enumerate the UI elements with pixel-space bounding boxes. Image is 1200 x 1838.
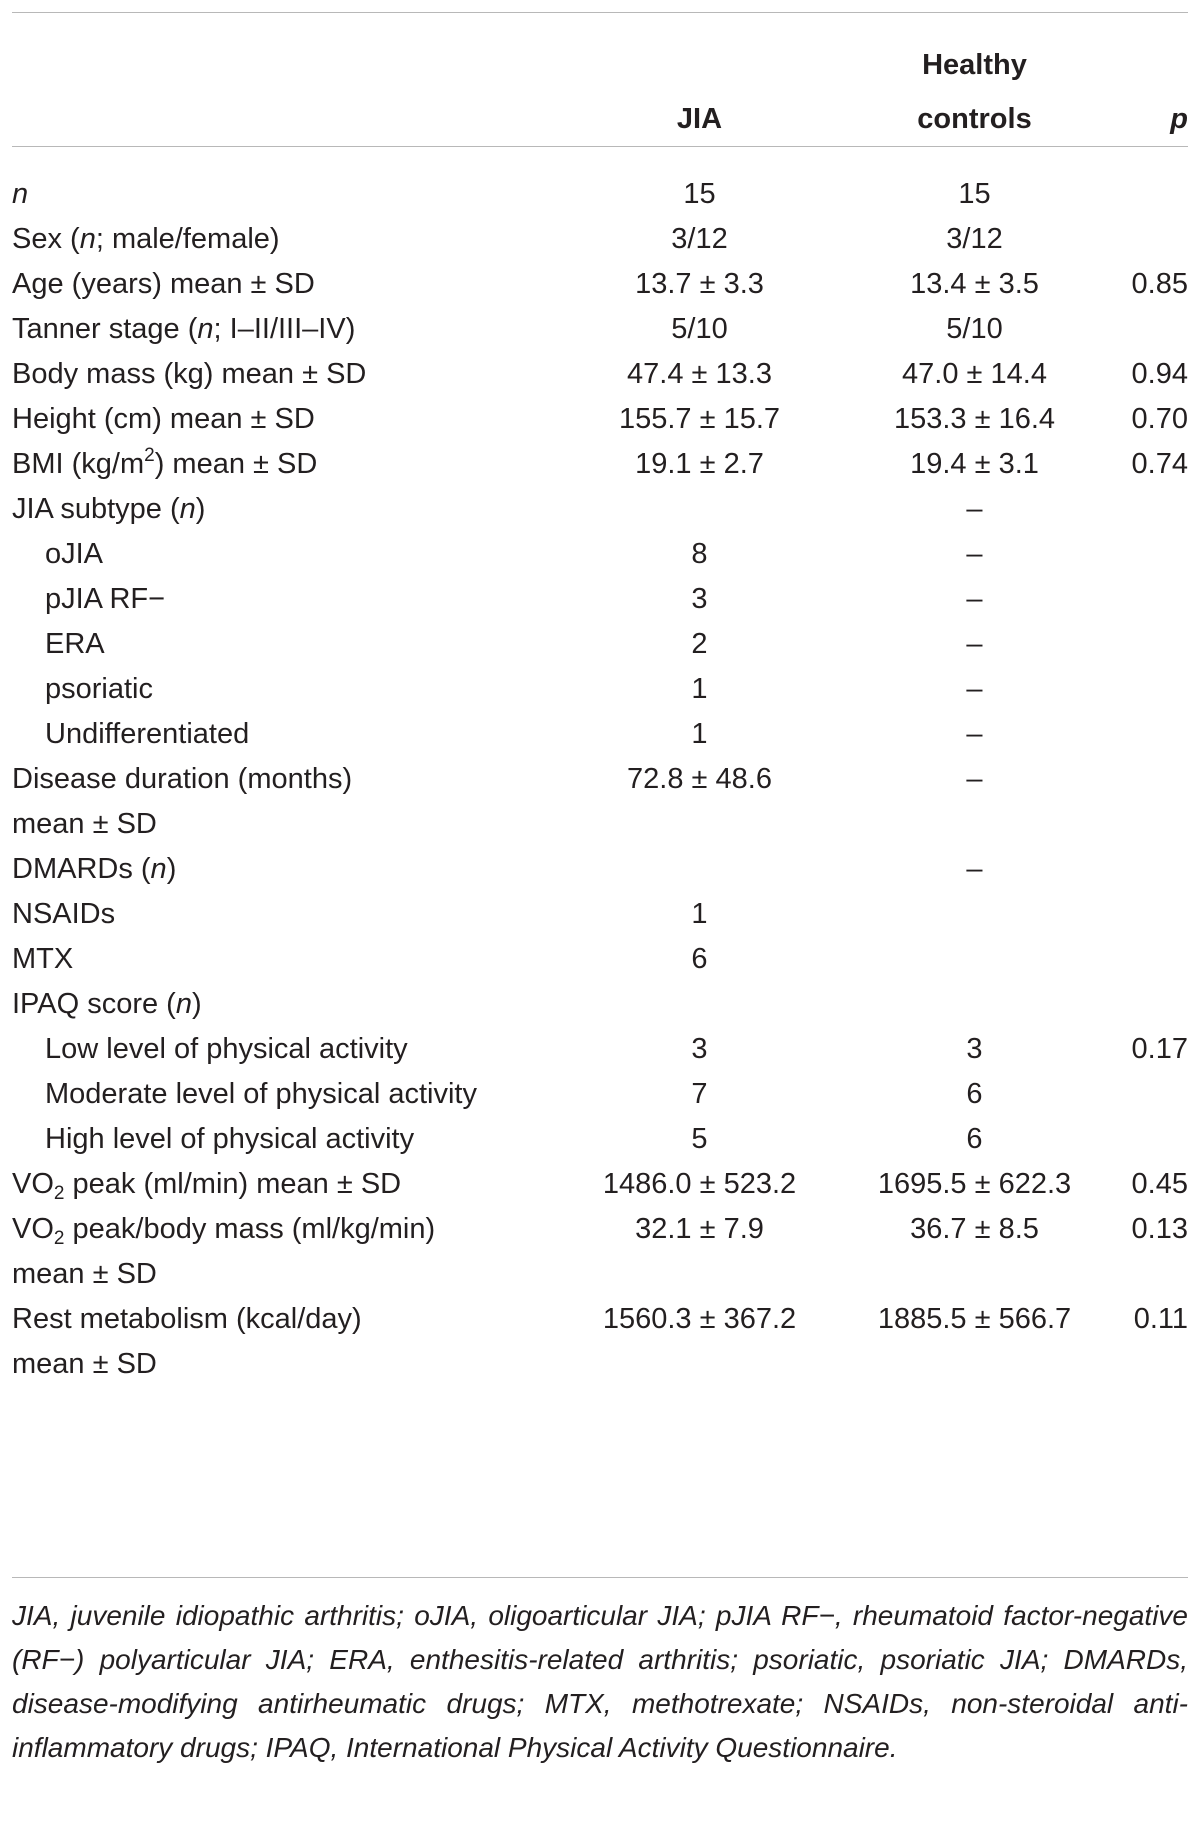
row-label-part: Moderate level of physical activity [45, 1078, 477, 1110]
characteristics-table [12, 14, 1188, 1387]
table-row [12, 397, 1188, 442]
cell-healthy-controls: – [966, 763, 983, 795]
cell-jia: 155.7 ± 15.7 [618, 403, 781, 435]
row-label-part: peak (ml/min) mean ± SD [64, 1168, 402, 1200]
table-row [12, 307, 1188, 352]
row-label [12, 847, 567, 892]
cell-p-value [1117, 712, 1188, 757]
row-label-part: Age (years) mean ± SD [12, 268, 315, 300]
cell-p-value [1117, 532, 1188, 577]
cell-jia: 5 [691, 1123, 708, 1155]
row-label-part: 2 [53, 1228, 65, 1249]
cell-jia: 3/12 [671, 223, 728, 255]
header-p: p [1170, 103, 1188, 135]
cell-jia: 47.4 ± 13.3 [627, 358, 772, 390]
row-label-part: n [12, 178, 29, 210]
cell-healthy-controls: – [966, 538, 983, 570]
cell-jia: 15 [683, 178, 716, 210]
cell-healthy-controls: 36.7 ± 8.5 [910, 1213, 1039, 1245]
cell-p-value [1117, 1117, 1188, 1162]
header-jia: JIA [676, 103, 723, 135]
row-label [12, 757, 567, 847]
cell-healthy-controls: – [966, 718, 983, 750]
cell-p-value [1117, 1072, 1188, 1117]
row-label [12, 622, 567, 667]
table-row [12, 217, 1188, 262]
cell-p-value [1117, 892, 1188, 937]
table-row [12, 1297, 1188, 1387]
cell-p-value [1117, 622, 1188, 667]
row-label [12, 1207, 567, 1297]
cell-p-value [1117, 847, 1188, 892]
row-label-part: psoriatic [45, 673, 153, 705]
cell-p-value [1117, 217, 1188, 262]
row-label-part: Disease duration (months) [12, 763, 353, 795]
row-label-part: High level of physical activity [45, 1123, 415, 1155]
cell-jia: 7 [691, 1078, 708, 1110]
cell-p-value: 0.17 [1131, 1033, 1188, 1065]
row-label-part: ; male/female) [95, 223, 280, 255]
cell-healthy-controls: 1695.5 ± 622.3 [877, 1168, 1072, 1200]
row-label-part: NSAIDs [12, 898, 116, 930]
cell-healthy-controls: 47.0 ± 14.4 [902, 358, 1047, 390]
row-label [12, 262, 567, 307]
row-label [12, 1027, 567, 1072]
row-label [12, 442, 567, 487]
cell-healthy-controls: – [966, 853, 983, 885]
table-row [12, 487, 1188, 532]
cell-p-value [1117, 937, 1188, 982]
table-row [12, 262, 1188, 307]
cell-healthy-controls: – [966, 493, 983, 525]
row-label-part: n [175, 988, 192, 1020]
table-row [12, 1207, 1188, 1297]
cell-jia: 2 [691, 628, 708, 660]
cell-p-value [1117, 982, 1188, 1027]
row-label [12, 667, 567, 712]
cell-p-value: 0.74 [1131, 448, 1188, 480]
cell-p-value: 0.13 [1131, 1213, 1188, 1245]
row-label-part: peak/body mass (ml/kg/min) [64, 1213, 436, 1245]
cell-jia: 3 [691, 1033, 708, 1065]
table-row [12, 162, 1188, 217]
row-label [12, 1162, 567, 1207]
cell-healthy-controls: 5/10 [946, 313, 1003, 345]
row-label-part: mean ± SD [12, 1258, 157, 1290]
cell-healthy-controls: 13.4 ± 3.5 [910, 268, 1039, 300]
row-label-part: MTX [12, 943, 74, 975]
row-label [12, 892, 567, 937]
cell-healthy-controls: 15 [958, 178, 991, 210]
row-label [12, 307, 567, 352]
row-label-part: mean ± SD [12, 1348, 157, 1380]
cell-jia: 8 [691, 538, 708, 570]
header-healthy-controls [832, 14, 1117, 162]
row-label-part: Tanner stage ( [12, 313, 198, 345]
cell-healthy-controls: 3/12 [946, 223, 1003, 255]
row-label-part: Low level of physical activity [45, 1033, 408, 1065]
row-label-part: Body mass (kg) mean ± SD [12, 358, 367, 390]
table-row [12, 532, 1188, 577]
cell-healthy-controls: 6 [966, 1123, 983, 1155]
row-label-part: mean ± SD [12, 808, 157, 840]
cell-jia: 3 [691, 583, 708, 615]
bottom-rule [12, 1577, 1188, 1578]
table-row [12, 352, 1188, 397]
row-label-part: Height (cm) mean ± SD [12, 403, 315, 435]
cell-healthy-controls: 153.3 ± 16.4 [893, 403, 1056, 435]
table-row [12, 982, 1188, 1027]
row-label-part: n [79, 223, 96, 255]
cell-p-value [1117, 162, 1188, 217]
cell-p-value: 0.45 [1131, 1168, 1188, 1200]
row-label [12, 937, 567, 982]
row-label [12, 162, 567, 217]
table-row [12, 1162, 1188, 1207]
row-label [12, 397, 567, 442]
row-label-part: n [179, 493, 196, 525]
cell-jia: 1560.3 ± 367.2 [602, 1303, 797, 1335]
row-label-part: IPAQ score ( [12, 988, 176, 1020]
row-label [12, 982, 567, 1027]
cell-healthy-controls: – [966, 673, 983, 705]
cell-p-value: 0.11 [1133, 1303, 1188, 1335]
row-label-part: 2 [53, 1183, 65, 1204]
cell-jia: 13.7 ± 3.3 [635, 268, 764, 300]
cell-jia: 1486.0 ± 523.2 [602, 1168, 797, 1200]
cell-healthy-controls [832, 892, 1117, 937]
row-label [12, 217, 567, 262]
table-body [12, 162, 1188, 1387]
row-label [12, 352, 567, 397]
table-row [12, 577, 1188, 622]
row-label-part: ) [195, 493, 206, 525]
cell-healthy-controls: 1885.5 ± 566.7 [877, 1303, 1072, 1335]
cell-healthy-controls [832, 937, 1117, 982]
cell-jia: 72.8 ± 48.6 [627, 763, 772, 795]
row-label-part: n [197, 313, 214, 345]
row-label-part: JIA subtype ( [12, 493, 180, 525]
row-label-part: VO [12, 1168, 54, 1200]
table-row [12, 1117, 1188, 1162]
row-label-part: ) [166, 853, 177, 885]
row-label-part: ) mean ± SD [154, 448, 318, 480]
top-rule [12, 12, 1188, 13]
cell-healthy-controls [832, 982, 1117, 1027]
row-label-part: ; I–II/III–IV) [213, 313, 356, 345]
cell-jia: 19.1 ± 2.7 [635, 448, 764, 480]
table-header [12, 14, 1188, 162]
row-label-part: oJIA [45, 538, 104, 570]
cell-p-value [1117, 757, 1188, 847]
row-label [12, 1117, 567, 1162]
table-row [12, 667, 1188, 712]
header-healthy-line1: Healthy [922, 49, 1027, 81]
row-label [12, 712, 567, 757]
row-label-part: 2 [144, 445, 155, 466]
row-label-part: Rest metabolism (kcal/day) [12, 1303, 362, 1335]
cell-jia [567, 487, 832, 532]
cell-jia [567, 982, 832, 1027]
cell-jia: 32.1 ± 7.9 [635, 1213, 764, 1245]
header-label [12, 14, 567, 162]
cell-healthy-controls: 3 [966, 1033, 983, 1065]
row-label-part: DMARDs ( [12, 853, 151, 885]
row-label [12, 1072, 567, 1117]
cell-healthy-controls: – [966, 628, 983, 660]
table-row [12, 892, 1188, 937]
row-label [12, 577, 567, 622]
cell-jia: 5/10 [671, 313, 728, 345]
table-row [12, 712, 1188, 757]
cell-p-value: 0.70 [1131, 403, 1188, 435]
cell-healthy-controls: 6 [966, 1078, 983, 1110]
table-row [12, 847, 1188, 892]
cell-healthy-controls: 19.4 ± 3.1 [910, 448, 1039, 480]
cell-healthy-controls: – [966, 583, 983, 615]
table-footnote: JIA, juvenile idiopathic arthritis; oJIA, oligoarticular JIA; pJIA RF−, rheumatoid factor-negative (RF−) polyarticular JIA; ERA, enthesitis-related arthritis; psoriatic, psoriatic JIA; DMARDs, disease-modifying antirheumatic drugs; MTX, methotrexate; NSAIDs, non-steroidal anti-inflammatory drugs; IPAQ, International Physical Activity Questionnaire. [12, 1600, 1188, 1763]
cell-p-value [1117, 667, 1188, 712]
cell-p-value: 0.94 [1131, 358, 1188, 390]
row-label-part: pJIA RF− [45, 583, 166, 615]
row-label-part: VO [12, 1213, 54, 1245]
row-label-part: Sex ( [12, 223, 80, 255]
row-label-part: BMI (kg/m [12, 448, 145, 480]
table-row [12, 937, 1188, 982]
table-row [12, 1027, 1188, 1072]
row-label [12, 532, 567, 577]
row-label-part: ) [191, 988, 202, 1020]
table-row [12, 757, 1188, 847]
row-label-part: Undifferentiated [45, 718, 250, 750]
cell-jia: 1 [691, 898, 708, 930]
row-label-part: n [150, 853, 167, 885]
cell-jia [567, 847, 832, 892]
cell-jia: 1 [691, 673, 708, 705]
row-label-part: ERA [45, 628, 105, 660]
cell-jia: 6 [691, 943, 708, 975]
cell-p-value [1117, 577, 1188, 622]
row-label [12, 487, 567, 532]
header-healthy-line2: controls [917, 103, 1032, 135]
cell-p-value [1117, 307, 1188, 352]
cell-p-value: 0.85 [1131, 268, 1188, 300]
table-row [12, 442, 1188, 487]
table-row [12, 1072, 1188, 1117]
table-row [12, 622, 1188, 667]
row-label [12, 1297, 567, 1387]
cell-p-value [1117, 487, 1188, 532]
header-row [12, 14, 1188, 162]
cell-jia: 1 [691, 718, 708, 750]
